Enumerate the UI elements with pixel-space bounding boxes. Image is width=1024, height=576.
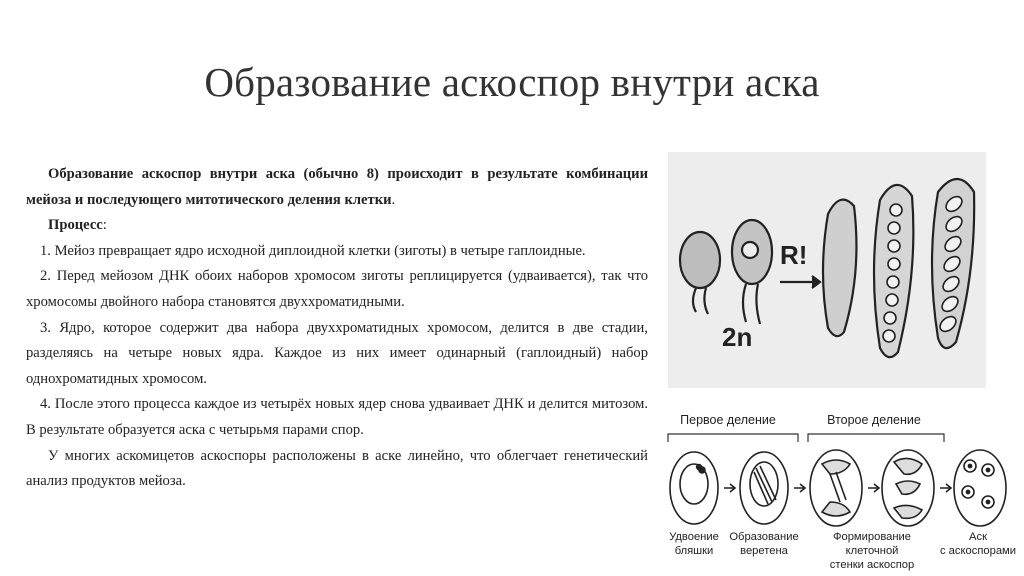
arrow-3 xyxy=(868,484,879,492)
list-item-4: 4. После этого процесса каждое из четырёх новых ядер снова удваивает ДНК и делится митозом. В результате образуется аска с четырьмя парами спор. xyxy=(26,396,648,438)
caption-3-line-3: стенки аскоспор xyxy=(829,559,915,571)
intro-end: . xyxy=(391,191,396,208)
stage-1-cell xyxy=(670,452,718,524)
stages-drawing xyxy=(660,404,1020,576)
intro-paragraph xyxy=(26,162,648,213)
cell-2-stalk xyxy=(743,284,746,322)
second-division-label: Второе деление xyxy=(827,413,921,427)
first-division-label: Первое деление xyxy=(680,413,776,427)
stage-4-cell xyxy=(954,450,1006,526)
caption-1-line-2: бляшки xyxy=(674,545,714,557)
caption-1-line-1: Удвоение xyxy=(669,531,719,543)
label-r: R! xyxy=(780,240,808,270)
slide-title: Образование аскоспор внутри аска xyxy=(204,59,820,105)
meiosis-stages-diagram xyxy=(660,404,1020,576)
closing-paragraph: У многих аскомицетов аскоспоры расположены в аске линейно, что облегчает генетический анализ продуктов мейоза. xyxy=(26,447,648,490)
body-text xyxy=(26,162,648,495)
ascus-1 xyxy=(823,200,856,337)
zygote-cell-1 xyxy=(680,232,720,288)
arrow-1 xyxy=(724,484,735,492)
cell-1-stalk xyxy=(693,288,696,312)
process-label: Процесс xyxy=(48,217,103,234)
caption-2-line-2: веретена xyxy=(740,545,788,557)
ascus-development-illustration xyxy=(668,152,986,388)
caption-4-line-2: с аскоспорами xyxy=(939,545,1017,557)
caption-3-line-2: клеточной xyxy=(845,545,899,557)
second-division-bracket xyxy=(808,434,944,442)
label-2n: 2n xyxy=(722,322,753,352)
caption-4-line-1: Аск xyxy=(969,531,987,543)
intro-bold: Образование аскоспор внутри аска (обычно 8) происходит в результате комбинации мейоза и последующего митотического деления клетки xyxy=(26,166,648,208)
list-item-3: 3. Ядро, которое содержит два набора двуххроматидных хромосом, делится в две стадии, разделяясь на четыре новых ядра. Каждое из них имеет одинарный (гаплоидный) набор однохроматидных хромосом. xyxy=(26,319,648,387)
ascus-drawing xyxy=(668,152,986,388)
arrow-4 xyxy=(940,484,951,492)
list-item-2: 2. Перед мейозом ДНК обоих наборов хромосом зиготы реплицируется (удваивается), так что хромосомы двойного набора становятся двуххроматидными. xyxy=(26,268,648,310)
process-colon: : xyxy=(102,217,107,234)
process-heading xyxy=(26,213,648,239)
caption-2-line-1: Образование xyxy=(729,531,799,543)
list-item-1: 1. Мейоз превращает ядро исходной диплоидной клетки (зиготы) в четыре гаплоидные. xyxy=(40,242,586,259)
arrow-2 xyxy=(794,484,805,492)
first-division-bracket xyxy=(668,434,798,442)
caption-3-line-1: Формирование xyxy=(832,531,912,543)
